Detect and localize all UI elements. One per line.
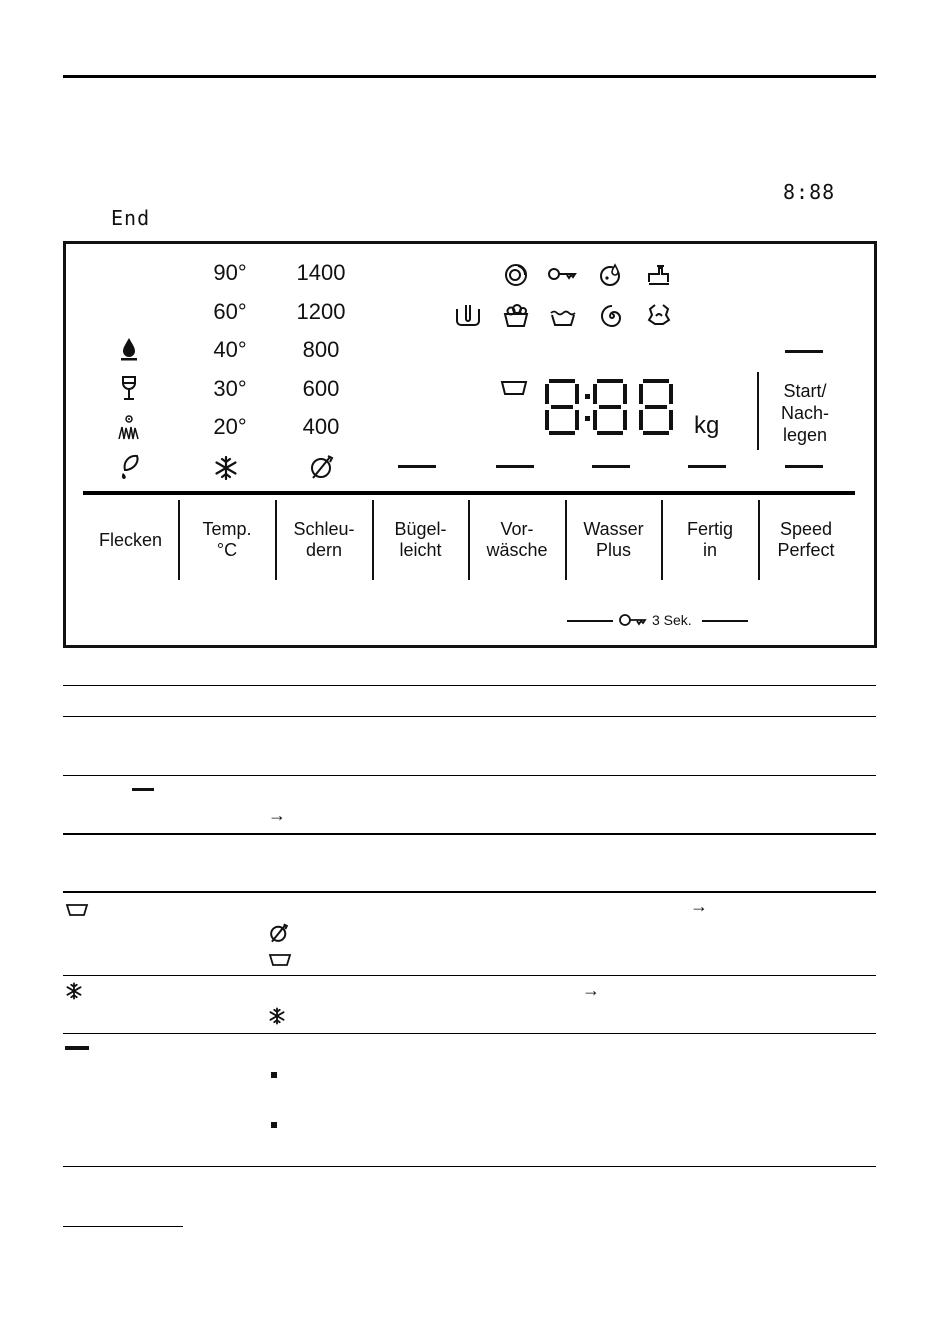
table-rule [63,775,876,776]
indicator-fertig-in [688,465,726,468]
spin-off-icon [308,453,336,481]
lock-hint-line-right [702,620,748,622]
lock-hint-line-left [567,620,613,622]
indicator-buegelleicht [398,465,436,468]
button-wasser-plus-line-1: Wasser [583,519,644,539]
table-rule [63,716,876,717]
basin-icon [268,952,292,968]
start-button-label[interactable] [765,380,845,446]
button-wasser-plus[interactable] [566,500,661,580]
bullet-icon [271,1072,277,1078]
button-spin[interactable] [276,500,372,580]
start-separator [757,372,759,450]
stain-drop-icon [118,336,140,362]
arrow: → [690,896,708,916]
footnote-rule [63,1226,183,1227]
indicator-speed-perfect [785,465,823,468]
bullet-icon [271,1122,277,1128]
button-vorwaesche-line-2: wäsche [486,540,548,560]
panel-divider [83,491,855,495]
key-lock-icon [548,266,578,282]
drum-clean-icon [503,262,529,288]
button-fertig-in-line-1: Fertig [686,519,733,539]
lock-hint-text: 3 Sek. [652,612,692,628]
button-speed-perfect[interactable] [759,500,853,580]
dash-icon [132,788,154,791]
temperature-40: 40° [213,337,247,362]
grass-flower-icon [116,413,142,441]
spin-400: 400 [302,414,340,439]
display-unit-kg: kg [694,412,720,439]
arrow: → [582,980,600,1000]
start-indicator-top [785,350,823,353]
temperature-column [200,262,260,455]
anti-crease-icon [646,302,672,328]
button-vorwaesche-line-1: Vor- [500,519,534,539]
wash-foam-icon [502,302,530,328]
temperature-60: 60° [213,298,247,324]
header-end-readout: End [111,206,151,230]
water-tap-icon [646,262,672,288]
button-flecken-label: Flecken [98,529,163,550]
button-fertig-in[interactable] [662,500,758,580]
temperature-90: 90° [213,260,247,285]
spin-600: 600 [302,375,340,401]
button-vorwaesche[interactable] [469,500,565,580]
button-buegelleicht[interactable] [373,500,468,580]
temperature-30: 30° [213,375,247,401]
table-rule [63,1033,876,1034]
button-speed-perfect-line-2: Perfect [777,540,835,560]
button-spin-line-1: Schleu- [293,519,355,539]
header-time-readout: 8:88 [783,180,836,204]
button-spin-line-2: dern [305,540,343,560]
indicator-vorwaesche [496,465,534,468]
button-buegelleicht-line-1: Bügel- [394,519,447,539]
temperature-20: 20° [213,414,247,439]
start-label-line-1: Start/ [783,381,827,401]
table-rule [63,891,876,893]
drum-water-icon [598,262,624,288]
button-wasser-plus-line-2: Plus [595,540,631,560]
button-temperature-line-1: Temp. [202,519,252,539]
spin-1400: 1400 [296,260,346,285]
prewash-basin-icon [500,379,528,397]
table-rule [63,975,876,976]
spin-off-icon [268,922,290,944]
stain-brush-icon [117,452,143,480]
button-buegelleicht-line-2: leicht [399,540,442,560]
spin-1200: 1200 [296,298,346,324]
button-fertig-in-line-2: in [702,540,717,560]
snowflake-icon [268,1007,286,1025]
top-rule [63,75,876,78]
arrow: → [268,805,286,825]
basin-icon [65,902,89,918]
button-temperature[interactable] [179,500,275,580]
seven-segment-display [543,378,679,436]
button-temperature-line-2: °C [216,540,238,560]
table-rule [63,1166,876,1167]
table-rule [63,685,876,686]
wine-glass-icon [119,375,139,401]
spin-800: 800 [302,337,340,362]
button-speed-perfect-line-1: Speed [779,519,833,539]
snowflake-icon [65,982,83,1000]
soak-icon [454,303,482,329]
indicator-wasser-plus [592,465,630,468]
rinse-icon [549,305,577,327]
key-icon [619,612,647,628]
button-flecken[interactable] [83,500,178,580]
table-rule [63,833,876,835]
start-label-line-3: legen [782,425,828,445]
dash-icon [65,1046,89,1050]
snowflake-icon [213,455,239,481]
spin-icon [599,303,625,329]
start-label-line-2: Nach- [780,403,829,423]
spin-speed-column [286,262,356,455]
